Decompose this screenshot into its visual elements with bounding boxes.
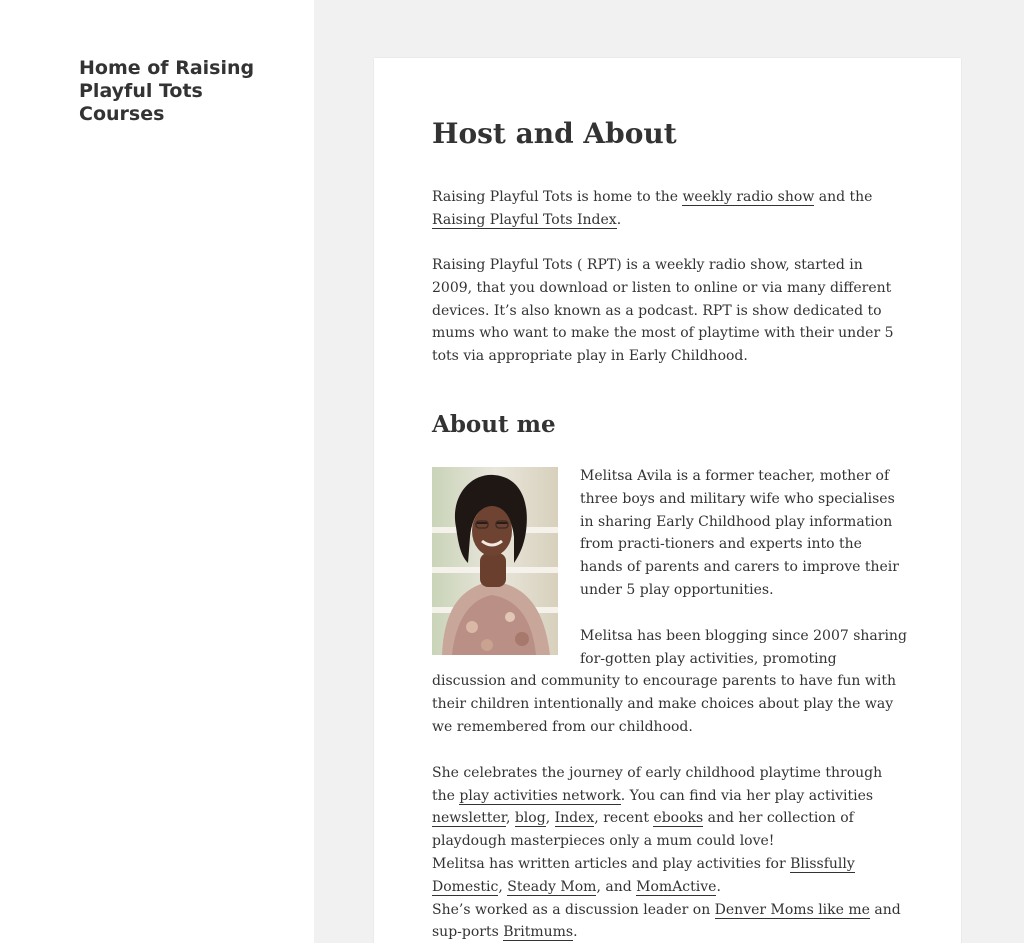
bio-text: She’s worked as a discussion leader on [432,901,715,918]
bio-text: . [716,878,721,895]
bio-text: , [505,810,515,827]
about-heading: About me [432,411,556,438]
sidebar [0,0,314,943]
bio-paragraph-3 [432,762,907,943]
description-paragraph: Raising Playful Tots ( RPT) is a weekly radio show, started in 2009, that you download or listen to online or via many different devices. It’s also known as a podcast. RPT is show dedicated to mums who want to make the most of playtime with their under 5 tots via appropriate play in Early Childhood. [432,257,894,365]
intro-text: . [616,211,622,228]
site-title-link[interactable]: Home of Raising Playful Tots Courses [79,57,255,125]
newsletter-link[interactable]: newsletter [432,810,506,827]
bio-text: She celebrates the journey of early childhood playtime through the [432,764,883,804]
author-photo [432,467,558,655]
intro-paragraph [432,186,907,232]
bio-paragraph-2: Melitsa has been blogging since 2007 sharing for-gotten play activities, promoting discussion and community to encourage parents to have fun with their children intentionally and make choices about play the way we remembered from our childhood. [432,627,907,735]
denver-moms-link[interactable]: Denver Moms like me [714,901,870,918]
bio-text: , recent [594,810,654,827]
blissfully-domestic-link[interactable]: Blissfully Domestic [432,855,855,895]
ebooks-link[interactable]: ebooks [653,810,704,827]
main-content [374,58,961,943]
index-link[interactable]: Index [554,810,595,827]
momactive-link[interactable]: MomActive [636,878,717,895]
author-photo-image [432,467,558,655]
play-activities-network-link[interactable]: play activities network [459,787,621,804]
page-title: Host and About [432,117,677,150]
bio-text: , [498,878,508,895]
weekly-radio-show-link[interactable]: weekly radio show [682,189,815,205]
about-section [432,465,907,943]
bio-paragraph-1: Melitsa Avila is a former teacher, mother of three boys and military wife who specialises in sharing Early Childhood play information from practi-tioners and experts into the hands of parents and carers to improve their under 5 play opportunities. [580,468,899,598]
bio-text: . You can find via her play activities [620,787,874,804]
bio-text: Melitsa has written articles and play activities for [432,855,791,872]
bio-text: , and [596,878,637,895]
rpt-index-link[interactable]: Raising Playful Tots Index [432,211,617,228]
intro-text: and the [814,189,873,205]
steady-mom-link[interactable]: Steady Mom [507,878,597,895]
bio-text: . [573,924,578,941]
britmums-link[interactable]: Britmums [503,924,574,941]
intro-text: Raising Playful Tots is home to the [432,189,683,205]
blog-link[interactable]: blog [514,810,546,827]
bio-text: and sup-ports [432,901,901,941]
bio-text: and her collection of playdough masterpieces only a mum could love! [432,810,854,850]
bio-text: , [545,810,555,827]
